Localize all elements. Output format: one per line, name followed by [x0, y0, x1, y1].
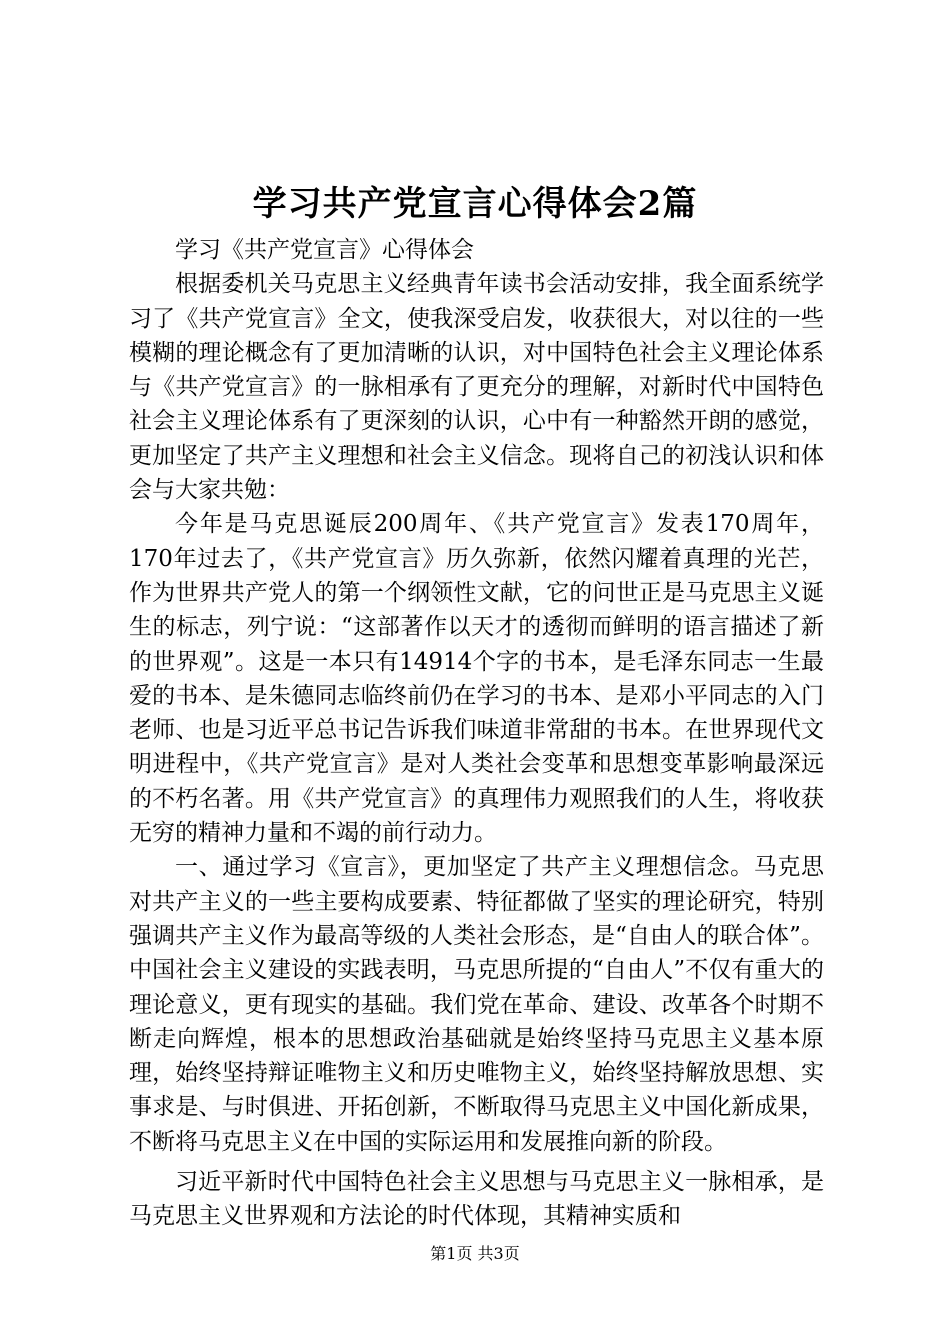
paragraph: 今年是马克思诞辰200周年、《共产党宣言》发表170周年，170年过去了，《共产党宣言》历久弥新，依然闪耀着真理的光芒，作为世界共产党人的第一个纲领性文献，它的问世正是马克思主义诞生的标志，列宁说：“这部著作以天才的透彻而鲜明的语言描述了新的世界观”。这是一本只有14914个字的书本，是毛泽东同志一生最爱的书本、是朱德同志临终前仍在学习的书本、是邓小平同志的入门老师、也是习近平总书记告诉我们味道非常甜的书本。在世界现代文明进程中，《共产党宣言》是对人类社会变革和思想变革影响最深远的不朽名著。用《共产党宣言》的真理伟力观照我们的人生，将收获无穷的精神力量和不竭的前行动力。 [129, 511, 824, 847]
page-footer: 第1页 共3页 [430, 1244, 520, 1263]
document-title: 学习共产党宣言心得体会2篇 [252, 184, 698, 224]
paragraph: 一、通过学习《宣言》，更加坚定了共产主义理想信念。马克思对共产主义的一些主要构成要素、特征都做了坚实的理论研究，特别强调共产主义作为最高等级的人类社会形态，是“自由人的联合体”。中国社会主义建设的实践表明，马克思所提的“自由人”不仅有重大的理论意义，更有现实的基础。我们党在革命、建设、改革各个时期不断走向辉煌，根本的思想政治基础就是始终坚持马克思主义基本原理，始终坚持辩证唯物主义和历史唯物主义，始终坚持解放思想、实事求是、与时俱进、开拓创新，不断取得马克思主义中国化新成果，不断将马克思主义在中国的实际运用和发展推向新的阶段。 [129, 854, 824, 1155]
document-body [129, 233, 824, 1234]
paragraph: 根据委机关马克思主义经典青年读书会活动安排，我全面系统学习了《共产党宣言》全文，使我深受启发，收获很大，对以往的一些模糊的理论概念有了更加清晰的认识，对中国特色社会主义理论体系与《共产党宣言》的一脉相承有了更充分的理解，对新时代中国特色社会主义理论体系有了更深刻的认识，心中有一种豁然开朗的感觉，更加坚定了共产主义理想和社会主义信念。现将自己的初浅认识和体会与大家共勉： [129, 271, 824, 504]
document-subtitle: 学习《共产党宣言》心得体会 [175, 237, 474, 263]
paragraph: 习近平新时代中国特色社会主义思想与马克思主义一脉相承，是马克思主义世界观和方法论的时代体现，其精神实质和 [129, 1169, 824, 1230]
